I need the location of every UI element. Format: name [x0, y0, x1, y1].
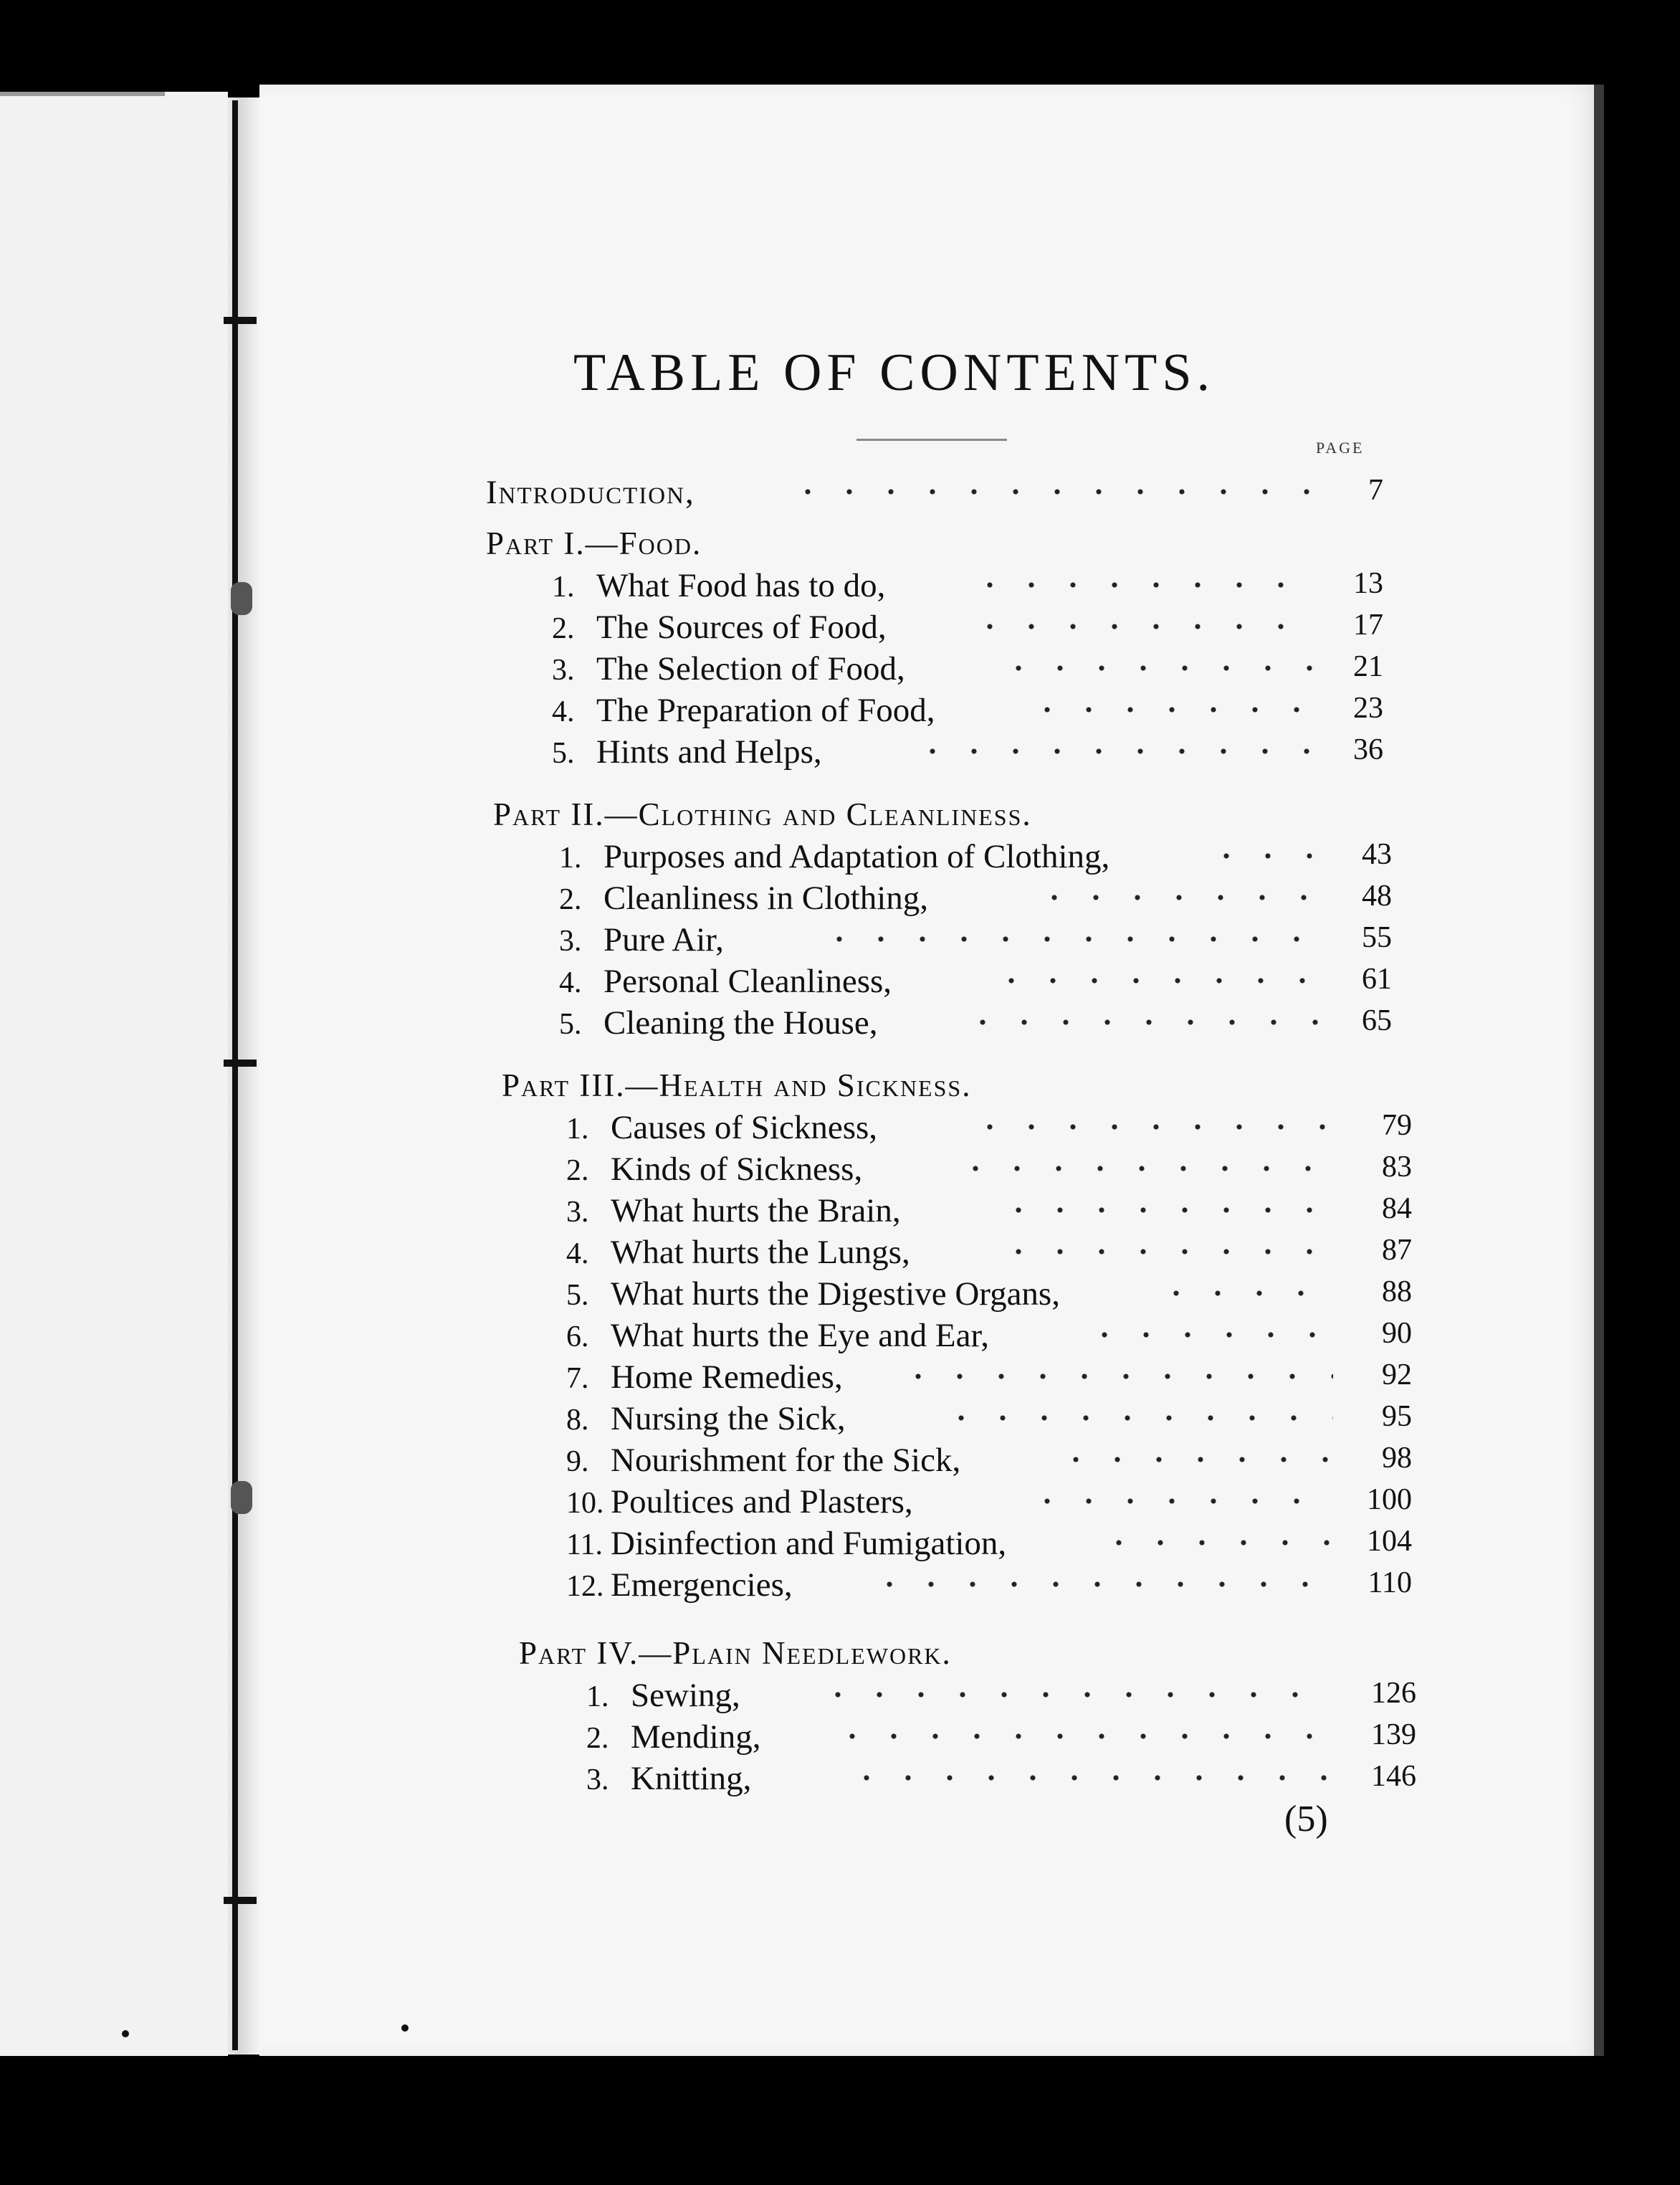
toc-entry	[566, 1566, 1412, 1609]
toc-entry-number: 3.	[559, 925, 582, 958]
toc-entry-label: What hurts the Brain,	[611, 1192, 901, 1229]
toc-entry-number: 2.	[552, 612, 575, 645]
toc-entry-number: 1.	[559, 842, 582, 875]
toc-entry	[566, 1191, 1412, 1234]
toc-entry-page: 21	[1353, 650, 1383, 683]
toc-entry-page: 104	[1367, 1525, 1412, 1558]
toc-entry	[552, 608, 1383, 651]
toc-entry-page: 139	[1371, 1718, 1416, 1751]
leader-dots	[787, 487, 1317, 496]
toc-entry	[566, 1233, 1412, 1276]
toc-entry-label: What hurts the Lungs,	[611, 1234, 910, 1271]
toc-entry-label: Home Remedies,	[611, 1358, 843, 1396]
toc-entry-label: The Preparation of Food,	[596, 692, 935, 729]
toc-entry-number: 3.	[566, 1196, 589, 1229]
toc-entry	[586, 1718, 1416, 1761]
toc-entry-number: 2.	[566, 1154, 589, 1187]
toc-entry-page: 126	[1371, 1677, 1416, 1710]
toc-entry-page: 48	[1362, 880, 1392, 913]
leader-dots	[969, 1123, 1333, 1131]
leader-dots	[869, 1580, 1333, 1589]
toc-entry-label: Poultices and Plasters,	[611, 1483, 913, 1520]
binding-knot	[231, 1481, 252, 1514]
toc-entry-page: 90	[1382, 1317, 1412, 1350]
toc-entry-label: The Selection of Food,	[596, 650, 905, 687]
toc-entry-page: 7	[1368, 474, 1383, 507]
leader-dots	[998, 1247, 1333, 1256]
toc-entry-page: 95	[1382, 1400, 1412, 1433]
leader-dots	[831, 1732, 1333, 1741]
toc-entry-number: 12.	[566, 1570, 604, 1603]
leader-dots	[1026, 1497, 1333, 1505]
toc-entry-page: 100	[1367, 1483, 1412, 1516]
toc-entry-label: Nursing the Sick,	[611, 1400, 846, 1437]
toc-entry-number: 7.	[566, 1362, 589, 1395]
toc-entry-number: 3.	[552, 654, 575, 687]
toc-entry-label: Pure Air,	[603, 921, 724, 958]
page-outer-edge	[1594, 85, 1604, 2056]
toc-entry-label: Hints and Helps,	[596, 733, 822, 771]
toc-entry	[552, 649, 1383, 692]
toc-entry-page: 146	[1371, 1760, 1416, 1793]
toc-entry	[566, 1108, 1412, 1151]
binding-thread	[232, 100, 238, 2050]
toc-entry	[552, 733, 1383, 776]
toc-entry-number: 10.	[566, 1487, 604, 1520]
toc-entry-number: 8.	[566, 1404, 589, 1437]
dust-speck	[122, 2030, 129, 2037]
toc-entry-page: 61	[1362, 963, 1392, 996]
toc-entry	[566, 1441, 1412, 1484]
leader-dots	[998, 664, 1317, 672]
toc-entry-label: Nourishment for the Sick,	[611, 1442, 961, 1479]
leader-dots	[1026, 705, 1317, 714]
toc-entry-number: 3.	[586, 1763, 609, 1796]
leader-dots	[817, 1690, 1333, 1699]
toc-entry-number: 1.	[586, 1680, 609, 1713]
binding-knot	[231, 582, 252, 615]
toc-entry	[559, 1004, 1392, 1047]
leader-dots	[1034, 893, 1326, 902]
toc-entry	[559, 962, 1392, 1005]
toc-entry-label: Causes of Sickness,	[611, 1109, 878, 1146]
page-number: (5)	[1284, 1799, 1328, 1839]
toc-entry-label: Personal Cleanliness,	[603, 963, 892, 1000]
part-heading: Part III.—Health and Sickness.	[502, 1067, 972, 1103]
toc-entry-number: 2.	[586, 1722, 609, 1755]
toc-entry-page: 92	[1382, 1358, 1412, 1391]
toc-entry	[552, 691, 1383, 734]
toc-entry-number: 9.	[566, 1445, 589, 1478]
leader-dots	[1155, 1289, 1333, 1298]
toc-entry-label: Disinfection and Fumigation,	[611, 1525, 1007, 1562]
leader-dots	[955, 1164, 1333, 1173]
left-page-edge	[0, 92, 165, 96]
toc-entry	[559, 920, 1392, 963]
toc-entry-page: 84	[1382, 1192, 1412, 1225]
part-heading: Part II.—Clothing and Cleanliness.	[493, 796, 1032, 832]
toc-entry-page: 23	[1353, 692, 1383, 725]
toc-entry-label: Sewing,	[631, 1677, 740, 1714]
toc-entry-label: Introduction,	[486, 474, 695, 511]
toc-entry-introduction	[486, 473, 1383, 516]
toc-entry-number: 4.	[552, 695, 575, 728]
toc-entry-page: 88	[1382, 1275, 1412, 1308]
page-column-label: PAGE	[1316, 439, 1365, 457]
toc-entry-number: 2.	[559, 883, 582, 916]
page-title: TABLE OF CONTENTS.	[573, 343, 1216, 402]
toc-entry	[559, 879, 1392, 922]
toc-entry	[566, 1316, 1412, 1359]
toc-entry-page: 36	[1353, 733, 1383, 766]
toc-entry-page: 87	[1382, 1234, 1412, 1267]
toc-entry-label: Cleaning the House,	[603, 1004, 878, 1042]
toc-entry	[586, 1676, 1416, 1719]
leader-dots	[1055, 1455, 1333, 1464]
toc-entry-number: 6.	[566, 1320, 589, 1353]
toc-entry-number: 5.	[559, 1008, 582, 1041]
toc-entry-number: 11.	[566, 1528, 603, 1561]
toc-entry-label: Emergencies,	[611, 1566, 793, 1604]
toc-entry-page: 55	[1362, 921, 1392, 954]
toc-entry-page: 43	[1362, 838, 1392, 871]
toc-entry	[566, 1482, 1412, 1525]
toc-entry-page: 65	[1362, 1004, 1392, 1037]
toc-entry-number: 4.	[566, 1237, 589, 1270]
toc-entry	[566, 1524, 1412, 1567]
toc-entry	[566, 1358, 1412, 1401]
left-page	[0, 92, 228, 2056]
leader-dots	[1084, 1330, 1333, 1339]
part-heading: Part IV.—Plain Needlework.	[519, 1635, 952, 1671]
dust-speck	[401, 2024, 409, 2032]
leader-dots	[897, 1372, 1333, 1381]
leader-dots	[991, 976, 1326, 985]
leader-dots	[969, 622, 1317, 631]
title-rule	[856, 439, 1007, 441]
toc-entry-number: 4.	[559, 966, 582, 999]
part-heading: Part I.—Food.	[486, 525, 702, 561]
toc-entry-page: 98	[1382, 1442, 1412, 1475]
toc-entry-label: Mending,	[631, 1718, 761, 1756]
leader-dots	[1098, 1538, 1333, 1547]
toc-entry-label: The Sources of Food,	[596, 609, 887, 646]
toc-entry-label: Purposes and Adaptation of Clothing,	[603, 838, 1110, 875]
toc-entry	[586, 1759, 1416, 1802]
leader-dots	[912, 747, 1317, 756]
toc-entry-number: 5.	[566, 1279, 589, 1312]
toc-entry-label: Cleanliness in Clothing,	[603, 880, 929, 917]
toc-entry-label: What Food has to do,	[596, 567, 886, 604]
leader-dots	[962, 1018, 1326, 1027]
binding-stitch	[224, 317, 257, 324]
leader-dots	[940, 1414, 1333, 1422]
toc-entry-label: What hurts the Digestive Organs,	[611, 1275, 1060, 1313]
toc-entry	[566, 1399, 1412, 1442]
binding-stitch	[224, 1060, 257, 1067]
toc-entry-label: What hurts the Eye and Ear,	[611, 1317, 989, 1354]
toc-entry	[559, 837, 1392, 880]
toc-entry-page: 13	[1353, 567, 1383, 600]
leader-dots	[969, 581, 1317, 589]
toc-entry-label: Kinds of Sickness,	[611, 1151, 863, 1188]
toc-entry-number: 1.	[566, 1113, 589, 1146]
toc-entry-page: 17	[1353, 609, 1383, 642]
binding-stitch	[224, 1897, 257, 1904]
toc-entry-number: 5.	[552, 737, 575, 770]
leader-dots	[846, 1774, 1333, 1782]
leader-dots	[818, 935, 1326, 943]
toc-entry-page: 79	[1382, 1109, 1412, 1142]
leader-dots	[1206, 852, 1326, 860]
toc-entry	[566, 1275, 1412, 1318]
toc-entry-page: 83	[1382, 1151, 1412, 1184]
leader-dots	[998, 1206, 1333, 1214]
toc-entry-page: 110	[1368, 1566, 1412, 1599]
toc-entry	[566, 1150, 1412, 1193]
toc-entry-label: Knitting,	[631, 1760, 752, 1797]
toc-entry	[552, 566, 1383, 609]
toc-entry-number: 1.	[552, 571, 575, 604]
